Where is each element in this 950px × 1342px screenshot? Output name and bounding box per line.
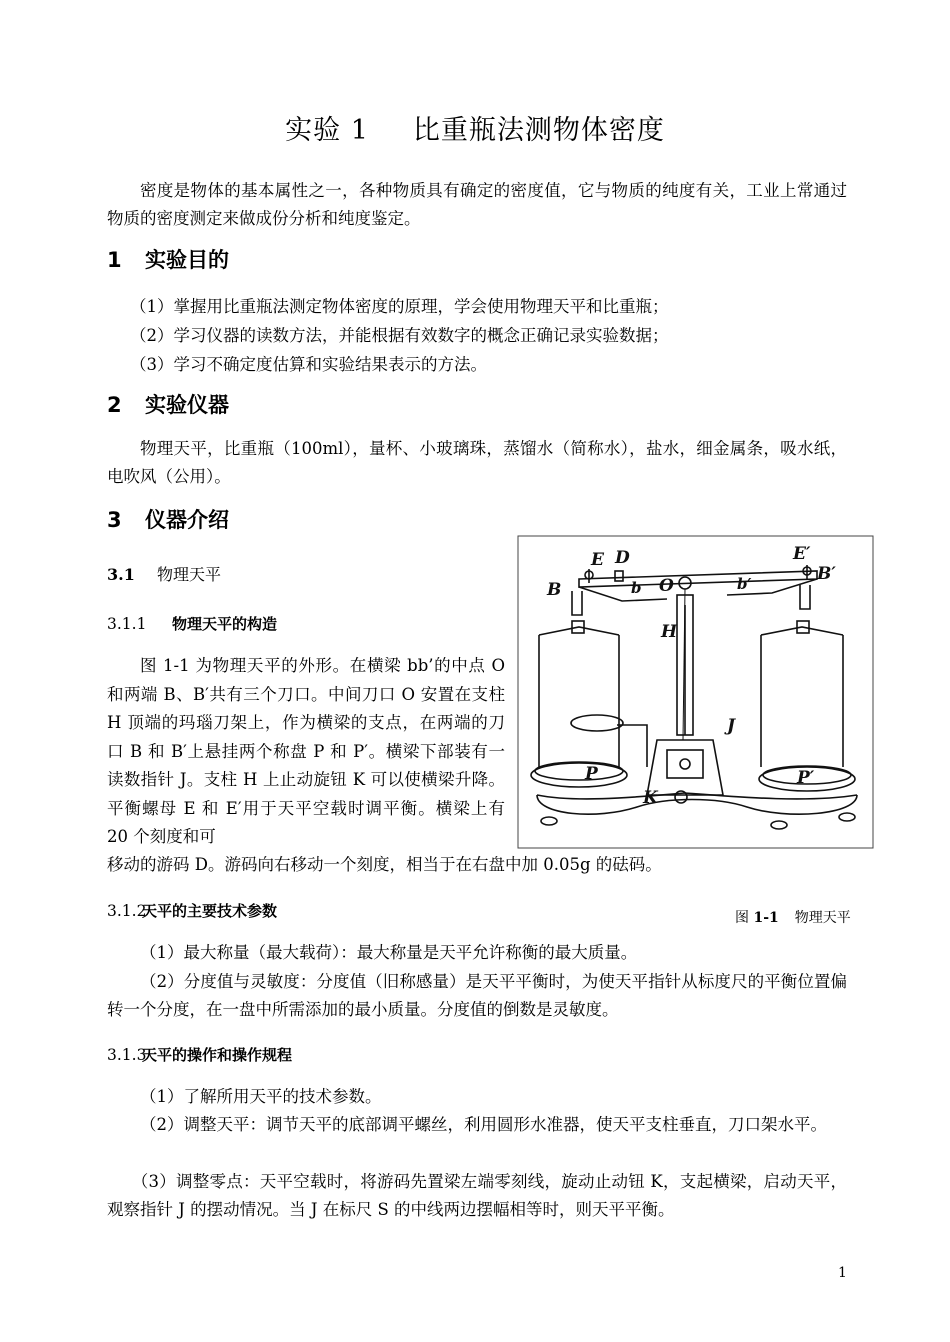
balance-structure-paragraph-cont: 移动的游码 D。游码向右移动一个刻度，相当于在右盘中加 0.05g 的砝码。 xyxy=(107,855,662,874)
caption-number: 1-1 xyxy=(753,910,779,926)
apparatus-paragraph: 物理天平，比重瓶（100ml），量杯、小玻璃珠，蒸馏水（简称水），盐水，细金属条，吸水纸，电吹风（公用）。 xyxy=(107,439,847,486)
section-3-number: 3 xyxy=(107,508,122,532)
label-p: P xyxy=(585,764,598,784)
section-2-number: 2 xyxy=(107,393,122,417)
subsection-3-1-3-heading xyxy=(107,1044,292,1065)
section-3-heading xyxy=(107,504,229,534)
objective-item-3: （3）学习不确定度估算和实验结果表示的方法。 xyxy=(130,355,487,374)
page-number: 1 xyxy=(838,1265,847,1281)
section-2-heading xyxy=(107,389,229,419)
label-b-lower: b xyxy=(631,579,642,597)
subsection-3-1-number: 3.1 xyxy=(107,565,135,584)
label-b-lower-prime: b′ xyxy=(737,575,752,593)
operation-item-2: （2）调整天平：调节天平的底部调平螺丝，利用圆形水准器，使天平支柱垂直，刀口架水平。 xyxy=(140,1115,827,1134)
objective-item-1: （1）掌握用比重瓶法测定物体密度的原理，学会使用物理天平和比重瓶； xyxy=(130,297,669,316)
label-j: J xyxy=(727,716,736,736)
subsection-3-1-title: 物理天平 xyxy=(157,565,222,584)
caption-text: 物理天平 xyxy=(794,910,851,926)
subsection-3-1-1-number: 3.1.1 xyxy=(107,615,147,633)
subsection-3-1-2-title: 天平的主要技术参数 xyxy=(142,902,278,920)
subsection-3-1-heading xyxy=(107,562,221,585)
figure-caption xyxy=(735,907,851,927)
label-b-prime: B′ xyxy=(817,564,836,584)
subsection-3-1-2-heading xyxy=(107,900,277,921)
experiment-number: 实验 1 xyxy=(285,115,369,146)
operation-item-3: （3）调整零点：天平空载时，将游码先置梁左端零刻线，旋动止动钮 K，支起横梁，启动天平，观察指针 J 的摆动情况。当 J 在标尺 S 的中线两边摆幅相等时，则天平平衡。 xyxy=(107,1172,847,1219)
page-title xyxy=(0,108,950,147)
label-e: E xyxy=(591,550,604,570)
caption-prefix: 图 xyxy=(735,910,749,926)
section-1-title: 实验目的 xyxy=(145,248,229,272)
spec-item-2: （2）分度值与灵敏度：分度值（旧称感量）是天平平衡时，为使天平指针从标度尺的平衡位置偏转一个分度，在一盘中所需添加的最小质量。分度值的倒数是灵敏度。 xyxy=(107,972,847,1019)
section-3-title: 仪器介绍 xyxy=(145,508,229,532)
intro-paragraph: 密度是物体的基本属性之一，各种物质具有确定的密度值，它与物质的纯度有关，工业上常通过物质的密度测定来做成份分析和纯度鉴定。 xyxy=(107,181,847,228)
balance-structure-paragraph: 图 1-1 为物理天平的外形。在横梁 bb’的中点 O 和两端 B、B′共有三个刀口。中间刀口 O 安置在支柱 H 顶端的玛瑙刀架上，作为横梁的支点，在两端的刀口 B 和 B′上悬挂两个称盘 P 和 P′。横梁下部装有一读数指针 J。支柱 H 上止动旋钮 K 可以使横梁升降。平衡螺母 E 和 E′用于天平空载时调平衡。横梁上有 20 个刻度和可 xyxy=(107,656,505,846)
subsection-3-1-1-title: 物理天平的构造 xyxy=(172,615,278,633)
subsection-3-1-1-heading xyxy=(107,613,277,634)
label-e-prime: E′ xyxy=(793,544,811,564)
operation-item-1: （1）了解所用天平的技术参数。 xyxy=(140,1087,382,1106)
label-h: H xyxy=(661,622,678,642)
label-o: O xyxy=(659,576,674,596)
left-pan xyxy=(531,763,627,787)
physical-balance-figure xyxy=(517,535,874,849)
section-2-title: 实验仪器 xyxy=(145,393,229,417)
subsection-3-1-2-number: 3.1.2 xyxy=(107,902,147,920)
label-b: B xyxy=(547,580,562,600)
spec-item-1: （1）最大称量（最大载荷）：最大称量是天平允许称衡的最大质量。 xyxy=(140,943,638,962)
label-k: K xyxy=(643,788,658,808)
objective-item-2: （2）学习仪器的读数方法，并能根据有效数字的概念正确记录实验数据； xyxy=(130,326,669,345)
subsection-3-1-3-title: 天平的操作和操作规程 xyxy=(142,1046,293,1064)
section-1-heading xyxy=(107,244,229,274)
section-1-number: 1 xyxy=(107,248,122,272)
label-p-prime: P′ xyxy=(797,768,815,788)
subsection-3-1-3-number: 3.1.3 xyxy=(107,1046,147,1064)
label-d: D xyxy=(615,548,630,568)
experiment-title: 比重瓶法测物体密度 xyxy=(412,115,665,146)
